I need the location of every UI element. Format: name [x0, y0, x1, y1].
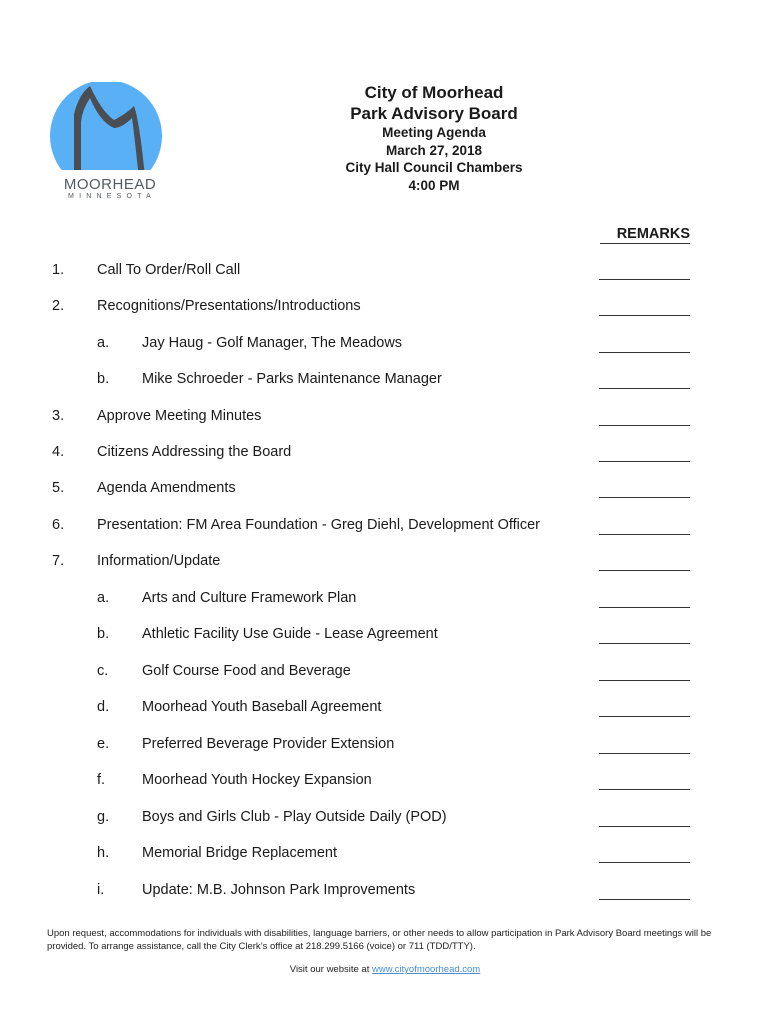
remarks-heading: REMARKS — [600, 226, 690, 244]
item-letter: h. — [97, 845, 110, 861]
remarks-line — [599, 425, 690, 426]
remarks-line — [599, 497, 690, 498]
agenda-item — [0, 480, 770, 500]
item-letter: d. — [97, 699, 110, 715]
remarks-line — [599, 753, 690, 754]
agenda-subitem — [0, 371, 770, 391]
item-text: Preferred Beverage Provider Extension — [142, 736, 395, 752]
item-text: Athletic Facility Use Guide - Lease Agreement — [142, 626, 438, 642]
agenda-subitem — [0, 882, 770, 902]
item-letter: f. — [97, 772, 106, 788]
item-text: Golf Course Food and Beverage — [142, 663, 351, 679]
item-text: Update: M.B. Johnson Park Improvements — [142, 882, 416, 898]
item-text: Presentation: FM Area Foundation - Greg Diehl, Development Officer — [97, 517, 541, 533]
item-text: Jay Haug - Golf Manager, The Meadows — [142, 335, 403, 351]
remarks-line — [599, 716, 690, 717]
agenda-subitem — [0, 699, 770, 719]
agenda-subitem — [0, 626, 770, 646]
remarks-line — [599, 534, 690, 535]
agenda-subitem — [0, 845, 770, 865]
accommodation-notice: Upon request, accommodations for individuals with disabilities, language barriers, or other needs to allow participation in Park Advisory Board meetings will be provided. To arrange assistance, call the City Clerk’s office at 218.299.5166 (voice) or 711 (TDD/TTY). — [47, 928, 712, 952]
agenda-item — [0, 553, 770, 573]
remarks-line — [599, 680, 690, 681]
header-location: City Hall Council Chambers — [345, 160, 523, 175]
agenda-item — [0, 262, 770, 282]
item-letter: a. — [97, 335, 110, 351]
item-letter: i. — [97, 882, 105, 898]
item-letter: g. — [97, 809, 110, 825]
item-text: Mike Schroeder - Parks Maintenance Manager — [142, 371, 442, 387]
agenda-item — [0, 298, 770, 318]
agenda-item — [0, 444, 770, 464]
item-text: Call To Order/Roll Call — [97, 262, 241, 278]
header-meeting-type: Meeting Agenda — [382, 125, 486, 140]
remarks-line — [599, 570, 690, 571]
item-number: 6. — [52, 517, 65, 533]
agenda-header — [300, 82, 568, 194]
item-text: Arts and Culture Framework Plan — [142, 590, 357, 606]
item-text: Citizens Addressing the Board — [97, 444, 292, 460]
item-text: Agenda Amendments — [97, 480, 236, 496]
agenda-subitem — [0, 736, 770, 756]
item-number: 7. — [52, 553, 65, 569]
item-number: 2. — [52, 298, 65, 314]
website-prefix: Visit our website at — [289, 964, 372, 975]
remarks-line — [599, 461, 690, 462]
item-letter: b. — [97, 626, 110, 642]
website-link[interactable]: www.cityofmoorhead.com — [371, 964, 481, 975]
item-text: Information/Update — [97, 553, 221, 569]
item-letter: c. — [97, 663, 109, 679]
remarks-line — [599, 789, 690, 790]
item-letter: e. — [97, 736, 110, 752]
agenda-item — [0, 517, 770, 537]
agenda-subitem — [0, 590, 770, 610]
logo-subtitle: MINNESOTA — [68, 193, 156, 200]
agenda-subitem — [0, 772, 770, 792]
moorhead-logo — [44, 82, 176, 204]
item-text: Approve Meeting Minutes — [97, 408, 262, 424]
remarks-line — [599, 607, 690, 608]
item-text: Moorhead Youth Hockey Expansion — [142, 772, 372, 788]
item-text: Boys and Girls Club - Play Outside Daily (POD) — [142, 809, 447, 825]
website-line — [0, 964, 770, 975]
header-date: March 27, 2018 — [385, 142, 483, 158]
remarks-line — [599, 315, 690, 316]
item-text: Memorial Bridge Replacement — [142, 845, 338, 861]
remarks-line — [599, 826, 690, 827]
item-number: 3. — [52, 408, 65, 424]
item-number: 1. — [52, 262, 65, 278]
remarks-line — [599, 352, 690, 353]
remarks-line — [599, 643, 690, 644]
remarks-line — [599, 279, 690, 280]
header-time: 4:00 PM — [408, 177, 460, 193]
header-city: City of Moorhead — [364, 83, 504, 102]
logo-name: MOORHEAD — [63, 176, 157, 193]
item-number: 4. — [52, 444, 65, 460]
remarks-line — [599, 388, 690, 389]
agenda-subitem — [0, 809, 770, 829]
agenda-subitem — [0, 663, 770, 683]
agenda-item — [0, 408, 770, 428]
remarks-line — [599, 899, 690, 900]
item-number: 5. — [52, 480, 65, 496]
header-board: Park Advisory Board — [350, 104, 518, 123]
item-text: Recognitions/Presentations/Introductions — [97, 298, 361, 314]
agenda-subitem — [0, 335, 770, 355]
remarks-line — [599, 862, 690, 863]
item-letter: a. — [97, 590, 110, 606]
item-letter: b. — [97, 371, 110, 387]
item-text: Moorhead Youth Baseball Agreement — [142, 699, 382, 715]
